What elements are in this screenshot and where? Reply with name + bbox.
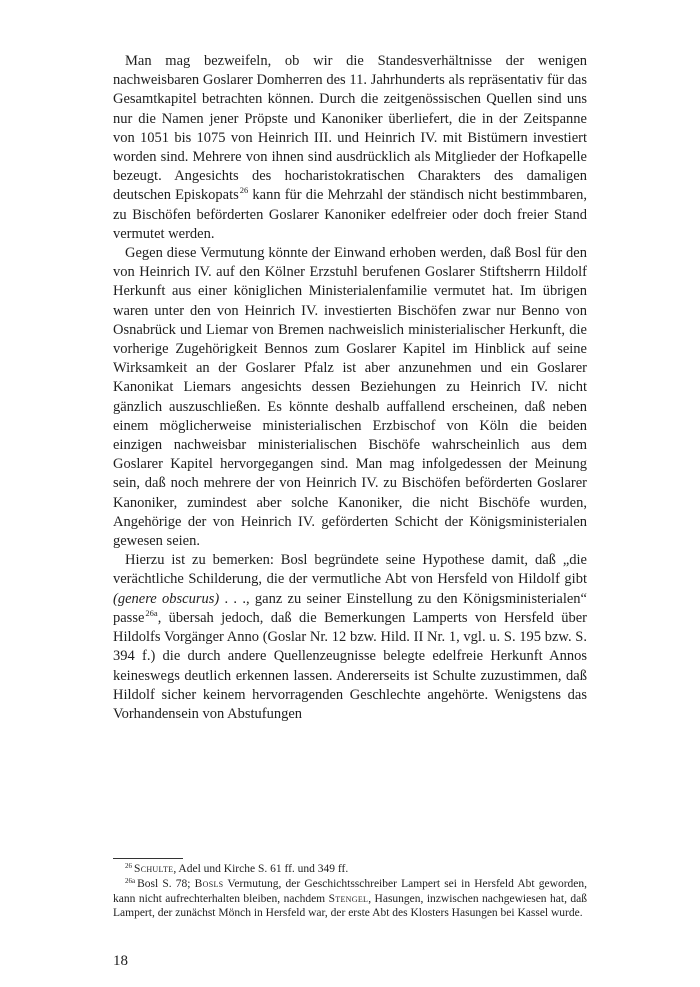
- footnote-26a-text-cont: Vermutung, der Geschichtsschreiber Lampert sei in Hersfeld Abt geworden, kann nicht aufrechterhalten bleiben, nachdem: [113, 877, 587, 905]
- main-text: [113, 52, 587, 724]
- paragraph-1-text: Man mag bezweifeln, ob wir die Standesverhältnisse der wenigen nachweisbaren Goslarer Domherren des 11. Jahrhunderts als repräsentativ für das Gesamtkapitel betrachten können. Durch die zeitgenössischen Quellen sind uns nur die Namen jener Pröpste und Kanoniker überliefert, die in der Zeitspanne von 1051 bis 1075 von Heinrich III. und Heinrich IV. mit Bistümern investiert worden sind. Mehrere von ihnen sind ausdrücklich als Mitglieder der Hofkapelle bezeugt. Angesichts des hocharistokratischen Charakters des damaligen deutschen Episkopats: [113, 53, 587, 204]
- paragraph-3: [113, 551, 587, 724]
- footnote-26a-text-end: , Hasungen, inzwischen nachgewiesen hat, daß Lampert, der zunächst Mönch in Hersfeld war, der erste Abt des Klosters Hasungen bei Kassel wurde.: [113, 892, 588, 920]
- footnote-26: [113, 862, 587, 877]
- paragraph-3-text-end: , übersah jedoch, daß die Bemerkungen Lamperts von Hersfeld über Hildolfs Vorgänger Anno (Goslar Nr. 12 bzw. Hild. II Nr. 1, vgl. u. S. 195 bzw. S. 394 f.) die durch andere Quellenzeugnisse belegte edelfreie Herkunft Annos keineswegs deutlich erkennen lassen. Andererseits ist Schulte zuzustimmen, daß Hildolf sicher keinem hervorragenden Geschlechte angehörte. Wenigstens das Vorhandensein von Abstufungen: [113, 609, 587, 722]
- footnote-26-author: Schulte: [134, 863, 174, 875]
- paragraph-2: Gegen diese Vermutung könnte der Einwand erhoben werden, daß Bosl für den von Heinrich IV. auf den Kölner Erzstuhl berufenen Goslarer Stiftsherrn Hildolf Herkunft aus einer königlichen Ministerialenfamilie vermutet hat. Im übrigen waren unter den von Heinrich IV. investierten Bischöfen zwar nur Benno von Osnabrück und Liemar von Bremen nachweislich ministerialischer Herkunft, die vorherige Zugehörigkeit Bennos zum Goslarer Kapitel im Hinblick auf seine Wirksamkeit an der Goslarer Pfalz ist aber anzunehmen und ein Goslarer Kanonikat Liemars angesichts dessen Beziehungen zu Heinrich IV. nicht gänzlich auszuschließen. Es könnte deshalb auffallend erscheinen, daß neben einem möglicherweise ministerialischen Erzbischof von Köln die beiden einzigen nachweisbar ministerialischen Bischöfe wahrscheinlich aus dem Goslarer Kapitel hervorgegangen sind. Man mag infolgedessen der Meinung sein, daß noch mehrere der von Heinrich IV. zu Bischöfen beförderten Goslarer Kanoniker, zumindest aber solche Kanoniker, die nicht Bischöfe wurden, Angehörige der von Heinrich IV. geförderten Schicht der Königsministerialen gewesen seien.: [113, 245, 587, 550]
- footnote-26a: [113, 877, 587, 921]
- footnote-divider: [113, 858, 183, 859]
- footnotes: [113, 862, 587, 921]
- footnote-26a-mark: 26a: [125, 876, 136, 885]
- footnote-26-text: , Adel und Kirche S. 61 ff. und 349 ff.: [173, 863, 349, 875]
- paragraph-1-text-cont: kann für die Mehrzahl der ständisch nicht bestimmbaren, zu Bischöfen beförderten Goslarer Kanoniker edelfreier oder doch freier Stand vermutet werden.: [113, 187, 587, 242]
- paragraph-3-text-cont: . . ., ganz zu seiner Einstellung zu den Königsministerialen“ passe: [113, 590, 587, 626]
- paragraph-1: [113, 52, 587, 244]
- paragraph-3-text: Hierzu ist zu bemerken: Bosl begründete seine Hypothese damit, daß „die verächtliche Schilderung, die der vermutliche Abt von Hersfeld von Hildolf gibt: [113, 552, 587, 588]
- page-number: 18: [113, 953, 128, 969]
- footnote-26-mark: 26: [125, 862, 132, 870]
- footnote-ref-26: 26: [239, 185, 249, 196]
- footnote-26a-author-1: Bosls: [194, 877, 224, 890]
- footnote-ref-26a: 26a: [145, 607, 158, 618]
- footnote-26a-text: Bosl S. 78;: [137, 877, 195, 890]
- latin-quote: (genere obscurus): [113, 590, 220, 607]
- footnote-26a-author-2: Stengel: [328, 892, 369, 905]
